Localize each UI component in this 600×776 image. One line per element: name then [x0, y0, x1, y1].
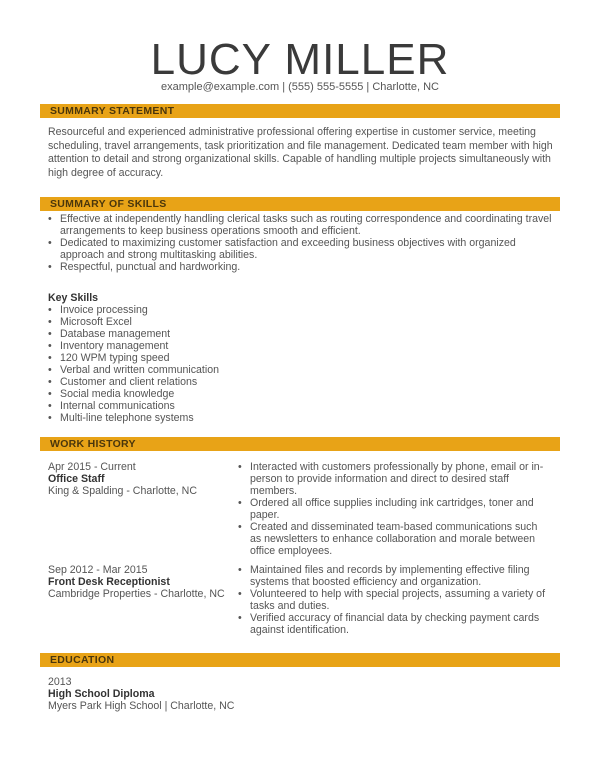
skills-bullets	[48, 213, 558, 273]
list-item: • Multi-line telephone systems	[48, 412, 558, 424]
job-title: Front Desk Receptionist	[48, 576, 170, 588]
job-company: King & Spalding - Charlotte, NC	[48, 485, 197, 497]
contact-info: example@example.com | (555) 555-5555 | Charlotte, NC	[161, 81, 439, 93]
key-skills-title: Key Skills	[48, 292, 99, 304]
key-skills-list	[48, 304, 558, 424]
list-item: • Customer and client relations	[48, 376, 558, 388]
education-entry	[48, 676, 558, 712]
list-item: • Respectful, punctual and hardworking.	[48, 261, 558, 273]
list-item: • Social media knowledge	[48, 388, 558, 400]
education-year: 2013	[48, 676, 72, 688]
job-company: Cambridge Properties - Charlotte, NC	[48, 588, 225, 600]
section-header-summary: SUMMARY STATEMENT	[40, 104, 560, 118]
section-header-work: WORK HISTORY	[40, 437, 560, 451]
list-item: • Created and disseminated team-based communications such as newsletters to enhance collaboration and morale between office employees.	[238, 521, 548, 557]
list-item: • Internal communications	[48, 400, 558, 412]
list-item: • Verbal and written communication	[48, 364, 558, 376]
list-item: • Database management	[48, 328, 558, 340]
list-item: • Microsoft Excel	[48, 316, 558, 328]
list-item: • Inventory management	[48, 340, 558, 352]
education-degree: High School Diploma	[48, 688, 155, 700]
list-item: • Dedicated to maximizing customer satisfaction and exceeding business objectives with organized approach and strong multitasking abilities.	[48, 237, 558, 261]
list-item: • Verified accuracy of financial data by checking payment cards against identification.	[238, 612, 548, 636]
job-title: Office Staff	[48, 473, 105, 485]
list-item: • Maintained files and records by implementing effective filing systems that boosted efficiency and organization.	[238, 564, 548, 588]
list-item: • Effective at independently handling clerical tasks such as routing correspondence and coordinating travel arrangements to keep business operations smooth and efficient.	[48, 213, 558, 237]
job-dates: Apr 2015 - Current	[48, 461, 136, 473]
list-item: • Invoice processing	[48, 304, 558, 316]
list-item: • 120 WPM typing speed	[48, 352, 558, 364]
candidate-name: LUCY MILLER	[150, 35, 450, 84]
summary-text: Resourceful and experienced administrative professional offering expertise in customer service, meeting scheduling, travel arrangements, task prioritization and file management. Dedicated team member with high attention to detail and strong organizational skills. Capable of handling multiple projects simultaneously with high degree of accuracy.	[48, 126, 553, 179]
job-dates: Sep 2012 - Mar 2015	[48, 564, 148, 576]
education-school: Myers Park High School | Charlotte, NC	[48, 700, 235, 712]
list-item: • Ordered all office supplies including ink cartridges, toner and paper.	[238, 497, 548, 521]
list-item: • Volunteered to help with special projects, assuming a variety of tasks and duties.	[238, 588, 548, 612]
section-header-education: EDUCATION	[40, 653, 560, 667]
list-item: • Interacted with customers professionally by phone, email or in-person to provide information and direct to desired staff members.	[238, 461, 548, 497]
section-header-skills: SUMMARY OF SKILLS	[40, 197, 560, 211]
